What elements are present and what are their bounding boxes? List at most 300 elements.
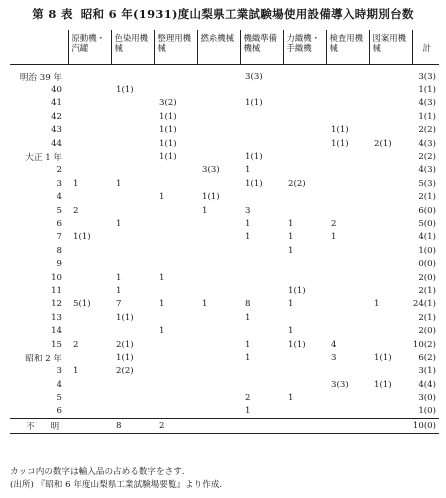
value-cell: 1(1) — [116, 312, 134, 323]
value-cell: 1 — [116, 272, 122, 283]
value-cell — [369, 204, 412, 217]
value-cell: 2 — [154, 419, 197, 434]
total-header: 計 — [412, 30, 439, 65]
value-cell — [111, 191, 154, 204]
value-cell — [154, 217, 197, 230]
year-cell: 40 — [51, 85, 62, 96]
value-cell — [68, 137, 111, 150]
value-cell — [326, 70, 369, 83]
year-cell: 12 — [51, 299, 62, 310]
table-row — [10, 311, 439, 324]
value-cell: 1 — [245, 232, 251, 243]
value-cell — [240, 271, 283, 284]
value-cell: 2(1) — [116, 339, 134, 350]
value-cell — [240, 110, 283, 123]
value-cell: 3 — [245, 205, 251, 216]
value-cell — [68, 124, 111, 137]
year-cell: 2 — [56, 165, 62, 176]
value-cell — [326, 164, 369, 177]
value-cell — [283, 83, 326, 96]
table-row — [10, 217, 439, 230]
value-cell: 1 — [245, 218, 251, 229]
value-cell — [240, 257, 283, 270]
value-cell: 1(1) — [159, 125, 177, 136]
value-cell — [326, 97, 369, 110]
year-cell: 14 — [51, 326, 62, 337]
value-cell — [283, 351, 326, 364]
table-row — [10, 284, 439, 297]
value-cell: 2 — [331, 218, 337, 229]
year-cell: 15 — [51, 339, 62, 350]
value-cell — [197, 231, 240, 244]
value-cell — [283, 365, 326, 378]
value-cell — [111, 70, 154, 83]
total-cell: 10(0) — [412, 419, 439, 434]
table-row — [10, 351, 439, 364]
year-header — [10, 30, 68, 65]
value-cell — [154, 338, 197, 351]
value-cell — [369, 231, 412, 244]
column-header: 図案用機械 — [369, 30, 412, 65]
value-cell — [68, 83, 111, 96]
year-cell: 5 — [56, 205, 62, 216]
year-cell: 44 — [51, 138, 62, 149]
value-cell — [68, 191, 111, 204]
column-header: 整理用機械 — [154, 30, 197, 65]
value-cell — [326, 284, 369, 297]
value-cell: 2 — [73, 205, 79, 216]
value-cell: 1(1) — [245, 98, 263, 109]
value-cell — [197, 419, 240, 434]
value-cell — [197, 284, 240, 297]
table-row — [10, 271, 439, 284]
value-cell — [68, 391, 111, 404]
value-cell — [326, 257, 369, 270]
value-cell — [111, 124, 154, 137]
table-row — [10, 244, 439, 257]
header-row — [10, 30, 439, 65]
value-cell: 4 — [331, 339, 337, 350]
table-row — [10, 110, 439, 123]
value-cell — [369, 70, 412, 83]
table-row — [10, 405, 439, 419]
value-cell — [68, 150, 111, 163]
total-cell: 6(0) — [418, 205, 436, 216]
value-cell: 1 — [288, 326, 294, 337]
value-cell: 1(1) — [288, 285, 306, 296]
value-cell: 2(1) — [374, 138, 392, 149]
value-cell — [283, 137, 326, 150]
value-cell — [240, 124, 283, 137]
value-cell — [111, 97, 154, 110]
value-cell — [369, 217, 412, 230]
value-cell — [111, 150, 154, 163]
value-cell — [68, 351, 111, 364]
total-cell: 2(0) — [418, 272, 436, 283]
value-cell — [111, 378, 154, 391]
value-cell: 2(2) — [116, 366, 134, 377]
value-cell: 1(1) — [374, 379, 392, 390]
value-cell — [68, 284, 111, 297]
table-row — [10, 97, 439, 110]
value-cell — [111, 204, 154, 217]
value-cell — [68, 244, 111, 257]
column-header: 原動機・汽罐 — [68, 30, 111, 65]
value-cell — [283, 150, 326, 163]
value-cell — [197, 97, 240, 110]
year-cell: 5 — [56, 393, 62, 404]
year-cell: 42 — [51, 111, 62, 122]
value-cell — [326, 204, 369, 217]
value-cell — [326, 271, 369, 284]
value-cell — [326, 405, 369, 419]
total-cell: 1(0) — [412, 405, 439, 419]
note-line: カッコ内の数字は輸入品の占める数字をさす. — [10, 467, 185, 477]
value-cell — [283, 311, 326, 324]
value-cell — [240, 378, 283, 391]
value-cell: 1 — [202, 299, 208, 310]
value-cell: 1(1) — [159, 111, 177, 122]
value-cell — [326, 177, 369, 190]
value-cell — [154, 70, 197, 83]
value-cell — [283, 419, 326, 434]
value-cell: 1 — [159, 272, 165, 283]
value-cell: 7 — [116, 299, 122, 310]
table-row — [10, 177, 439, 190]
value-cell — [283, 70, 326, 83]
table-row — [10, 391, 439, 404]
table-row — [10, 83, 439, 96]
value-cell — [154, 351, 197, 364]
column-header: 力織機・手織機 — [283, 30, 326, 65]
table-row — [10, 150, 439, 163]
table-number: 第 8 表 — [32, 7, 73, 21]
value-cell: 1(1) — [374, 352, 392, 363]
year-cell: 4 — [56, 379, 62, 390]
year-cell: 13 — [51, 312, 62, 323]
value-cell: 1 — [245, 352, 251, 363]
value-cell — [283, 204, 326, 217]
value-cell: 1(1) — [159, 152, 177, 163]
year-cell: 41 — [51, 98, 62, 109]
value-cell — [197, 391, 240, 404]
column-header: 検査用機械 — [326, 30, 369, 65]
value-cell: 1(1) — [331, 138, 349, 149]
value-cell — [369, 191, 412, 204]
total-cell: 1(1) — [418, 111, 436, 122]
table-row — [10, 378, 439, 391]
total-cell: 0(0) — [418, 259, 436, 270]
table-notes — [10, 466, 222, 492]
value-cell: 1 — [159, 299, 165, 310]
value-cell: 2 — [245, 393, 251, 404]
value-cell — [369, 271, 412, 284]
table-row — [10, 191, 439, 204]
value-cell — [197, 365, 240, 378]
table-row — [10, 231, 439, 244]
total-cell: 5(3) — [418, 178, 436, 189]
value-cell — [369, 257, 412, 270]
value-cell — [68, 405, 111, 419]
value-cell — [240, 284, 283, 297]
year-cell: 43 — [51, 125, 62, 136]
value-cell — [68, 257, 111, 270]
value-cell — [111, 164, 154, 177]
value-cell — [369, 150, 412, 163]
equipment-table — [10, 30, 439, 434]
value-cell — [68, 311, 111, 324]
total-cell: 2(2) — [418, 152, 436, 163]
table-row — [10, 137, 439, 150]
total-cell: 2(0) — [418, 326, 436, 337]
value-cell — [369, 311, 412, 324]
table-row — [10, 70, 439, 83]
total-cell: 5(0) — [418, 218, 436, 229]
total-cell: 4(4) — [418, 379, 436, 390]
value-cell — [154, 83, 197, 96]
table-row — [10, 324, 439, 337]
value-cell — [326, 110, 369, 123]
value-cell — [283, 378, 326, 391]
value-cell: 1 — [116, 218, 122, 229]
value-cell: 1(1) — [288, 339, 306, 350]
value-cell: 1 — [245, 165, 251, 176]
table-row — [10, 164, 439, 177]
value-cell — [326, 311, 369, 324]
value-cell — [197, 217, 240, 230]
total-cell: 2(1) — [418, 312, 436, 323]
value-cell — [197, 244, 240, 257]
value-cell — [369, 164, 412, 177]
value-cell — [240, 137, 283, 150]
value-cell — [68, 97, 111, 110]
value-cell: 2 — [73, 339, 79, 350]
value-cell — [369, 338, 412, 351]
value-cell — [369, 365, 412, 378]
total-cell: 3(0) — [418, 393, 436, 404]
table-row — [10, 338, 439, 351]
value-cell: 1(1) — [245, 152, 263, 163]
table-row — [10, 204, 439, 217]
value-cell — [111, 257, 154, 270]
value-cell: 1 — [116, 285, 122, 296]
year-cell: 明治 39 年 — [19, 72, 62, 83]
year-cell: 10 — [51, 272, 62, 283]
value-cell — [326, 365, 369, 378]
value-cell: 1 — [240, 405, 283, 419]
year-cell: 3 — [56, 178, 62, 189]
value-cell — [283, 110, 326, 123]
value-cell — [154, 257, 197, 270]
value-cell — [154, 204, 197, 217]
value-cell: 3(2) — [159, 98, 177, 109]
value-cell: 1(1) — [116, 85, 134, 96]
value-cell — [369, 244, 412, 257]
value-cell — [111, 110, 154, 123]
value-cell — [240, 419, 283, 434]
value-cell: 1(1) — [202, 192, 220, 203]
value-cell: 8 — [111, 419, 154, 434]
value-cell — [111, 405, 154, 419]
year-cell: 7 — [56, 232, 62, 243]
total-cell: 10(2) — [412, 339, 436, 350]
value-cell — [111, 231, 154, 244]
table-title — [0, 6, 446, 22]
table-row — [10, 124, 439, 137]
value-cell — [369, 391, 412, 404]
value-cell — [283, 257, 326, 270]
table-row — [10, 365, 439, 378]
value-cell: 1 — [288, 218, 294, 229]
value-cell: 1 — [331, 232, 337, 243]
source-line: (出所) 『昭和 6 年度山梨県工業試験場要覧』より作成. — [10, 480, 223, 490]
total-cell: 1(1) — [418, 85, 436, 96]
value-cell: 1 — [374, 299, 380, 310]
value-cell: 1 — [245, 339, 251, 350]
column-header: 機織準備機械 — [240, 30, 283, 65]
value-cell — [197, 405, 240, 419]
value-cell: 1 — [288, 245, 294, 256]
value-cell — [68, 271, 111, 284]
value-cell — [197, 351, 240, 364]
unknown-label: 不明 — [10, 419, 68, 434]
value-cell — [369, 419, 412, 434]
year-cell: 3 — [56, 366, 62, 377]
value-cell — [68, 217, 111, 230]
value-cell — [111, 391, 154, 404]
value-cell — [369, 177, 412, 190]
value-cell — [240, 191, 283, 204]
value-cell — [68, 70, 111, 83]
value-cell — [283, 164, 326, 177]
total-cell: 4(3) — [418, 138, 436, 149]
year-cell: 大正 1 年 — [25, 153, 62, 164]
value-cell: 1 — [288, 232, 294, 243]
total-cell: 2(1) — [418, 192, 436, 203]
total-cell: 4(3) — [418, 165, 436, 176]
value-cell: 1 — [116, 178, 122, 189]
value-cell — [154, 391, 197, 404]
value-cell — [154, 284, 197, 297]
value-cell — [283, 405, 326, 419]
total-cell: 3(3) — [418, 71, 436, 82]
value-cell — [154, 378, 197, 391]
value-cell — [197, 70, 240, 83]
total-cell: 2(2) — [418, 125, 436, 136]
value-cell — [326, 419, 369, 434]
value-cell — [369, 110, 412, 123]
value-cell — [68, 164, 111, 177]
value-cell — [197, 271, 240, 284]
column-header: 色染用機械 — [111, 30, 154, 65]
year-cell: 11 — [51, 285, 62, 296]
value-cell: 1 — [159, 192, 165, 203]
value-cell: 1(1) — [331, 125, 349, 136]
value-cell — [240, 365, 283, 378]
value-cell — [154, 244, 197, 257]
value-cell: 1 — [288, 299, 294, 310]
value-cell — [369, 83, 412, 96]
value-cell — [240, 244, 283, 257]
year-cell: 4 — [56, 192, 62, 203]
year-cell: 6 — [56, 218, 62, 229]
value-cell — [154, 177, 197, 190]
value-cell: 1(1) — [245, 178, 263, 189]
year-cell: 9 — [56, 259, 62, 270]
value-cell — [369, 324, 412, 337]
value-cell: 1 — [73, 178, 79, 189]
value-cell — [326, 298, 369, 311]
value-cell: 3(3) — [202, 165, 220, 176]
table-caption: 昭和 6 年(1931)度山梨県工業試験場使用設備導入時期別台数 — [80, 7, 414, 21]
value-cell — [154, 311, 197, 324]
total-cell: 2(1) — [418, 285, 436, 296]
value-cell — [369, 124, 412, 137]
value-cell — [111, 137, 154, 150]
value-cell — [197, 137, 240, 150]
value-cell: 1 — [245, 312, 251, 323]
value-cell: 3 — [331, 352, 337, 363]
total-cell: 6(2) — [418, 352, 436, 363]
value-cell: 5(1) — [73, 299, 91, 310]
total-cell: 24(1) — [412, 299, 436, 310]
value-cell — [197, 311, 240, 324]
value-cell — [68, 324, 111, 337]
value-cell — [197, 378, 240, 391]
value-cell: 3(3) — [331, 379, 349, 390]
value-cell — [197, 324, 240, 337]
value-cell — [369, 97, 412, 110]
value-cell — [197, 177, 240, 190]
table-row — [10, 257, 439, 270]
value-cell: 1(1) — [159, 138, 177, 149]
total-cell: 4(1) — [418, 232, 436, 243]
unknown-row — [10, 419, 439, 434]
value-cell — [154, 365, 197, 378]
value-cell — [283, 191, 326, 204]
value-cell: 1 — [159, 326, 165, 337]
value-cell — [111, 324, 154, 337]
column-header: 撚糸機械 — [197, 30, 240, 65]
value-cell: 1(1) — [73, 232, 91, 243]
value-cell — [240, 324, 283, 337]
value-cell — [154, 231, 197, 244]
value-cell — [283, 124, 326, 137]
value-cell — [154, 405, 197, 419]
value-cell — [68, 110, 111, 123]
value-cell — [111, 244, 154, 257]
value-cell — [283, 97, 326, 110]
value-cell: 1 — [288, 393, 294, 404]
value-cell — [369, 405, 412, 419]
value-cell: 3(3) — [245, 71, 263, 82]
value-cell — [326, 191, 369, 204]
value-cell — [154, 164, 197, 177]
value-cell: 1 — [73, 366, 79, 377]
value-cell — [326, 83, 369, 96]
value-cell: 2(2) — [288, 178, 306, 189]
value-cell — [326, 324, 369, 337]
value-cell: 1(1) — [116, 352, 134, 363]
value-cell — [326, 244, 369, 257]
value-cell — [283, 271, 326, 284]
value-cell — [197, 150, 240, 163]
total-cell: 3(1) — [418, 366, 436, 377]
value-cell — [197, 338, 240, 351]
total-cell: 4(3) — [418, 98, 436, 109]
value-cell — [197, 257, 240, 270]
value-cell: 1 — [202, 205, 208, 216]
